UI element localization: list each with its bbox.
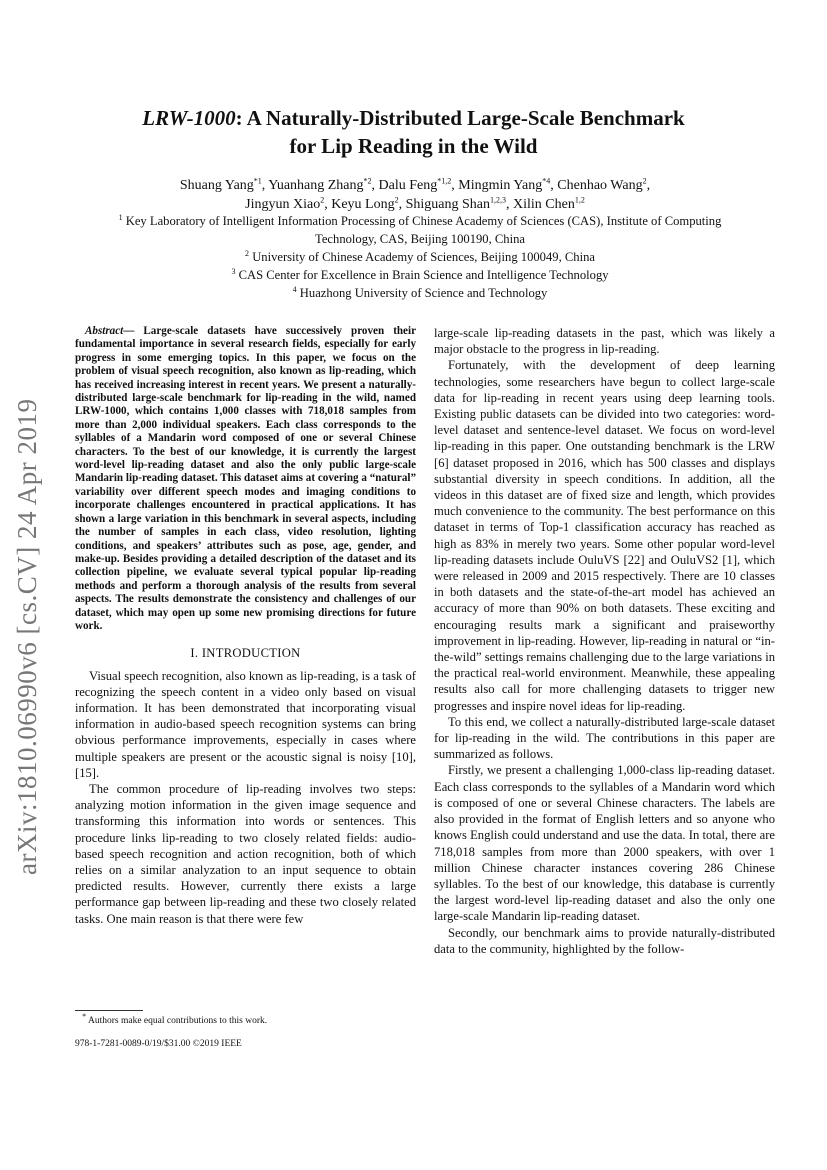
section-heading: I. INTRODUCTION — [190, 646, 301, 661]
author-name: Keyu Long — [331, 197, 395, 212]
isbn-copyright: 978-1-7281-0089-0/19/$31.00 ©2019 IEEE — [75, 1039, 242, 1049]
author-list: Shuang Yang$^{*1}$, Yuanhang Zhang$^{*2}$, Dalu Feng$^{*1,2}$, Mingmin Yang$^{*4}$, Chenhao Wang$^2$, Jingyun Xiao$^2$, Keyu Long$^2$, Shiguang Shan$^{1,2,3}$, Xilin Chen$^{1,2}$ — [179, 176, 651, 212]
author — [557, 178, 646, 193]
paragraph: Firstly, we present a challenging 1,000-class lip-reading dataset. Each class corresponds to the syllables of a Mandarin word which is composed of one or several Chinese characters. The labels are also provided in the format of English letters and so anyone who knows English could understand and use the data. In total, there are 718,018 samples from more than 2000 speakers, with over 1 million Chinese character instances covering 286 Chinese syllables. To the best of our knowledge, this database is currently the largest word-level lip-reading dataset and also the only one large-scale Mandarin lip-reading dataset. — [434, 763, 775, 924]
author-affiliation-mark: *1,2 — [437, 176, 452, 186]
paragraph: Fortunately, with the development of deep learning technologies, some researchers have begun to collect large-scale data for lip-reading in recent years using deep learning tools. Existing public datasets can be divided into two categories: word-level dataset and sentence-level dataset. We focus on word-level lip-reading in this paper. One outstanding benchmark is the LRW [6] dataset proposed in 2016, which has 500 classes and displays substantial diversity in speech conditions. In addition, all the videos in this dataset are of fixed size and length, which provides much convenience to the community. The best performance on this dataset in terms of Top-1 classification accuracy has reached as high as 83% in merely two years. Some other popular word-level lip-reading datasets include OuluVS [22] and OuluVS2 [1], which were released in 2009 and 2015 respectively. There are 10 classes in both datasets and the state-of-the-art model has achieved an accuracy of more than 90% on both datasets. These exciting and encouraging results mark a significant and praiseworthy improvement in lip-reading. However, lip-reading in natural or “in-the-wild” settings remains challenging due to the large variations in the practical real-world environment. Meanwhile, these appealing results also call for more challenging datasets to trigger new progresses and inspire novel ideas for lip-reading. — [434, 358, 775, 713]
author-name: Xilin Chen — [513, 197, 575, 212]
author — [406, 197, 506, 212]
affiliation-mark: 4 — [292, 284, 297, 294]
affiliation — [90, 284, 750, 302]
footnote-text: Authors make equal contributions to this work. — [87, 1016, 268, 1026]
left-column — [75, 325, 416, 927]
affiliation — [90, 248, 750, 266]
author-affiliation-mark: 2 — [394, 195, 399, 205]
affiliation — [90, 212, 750, 248]
affiliation-mark: 1 — [118, 212, 123, 222]
author-affiliation-mark: 2 — [320, 195, 325, 205]
paragraph: large-scale lip-reading datasets in the past, which was likely a major obstacle to the progress in lip-reading. — [434, 326, 775, 357]
author-affiliation-mark: *2 — [363, 176, 372, 186]
title-line1: : A Naturally-Distributed Large-Scale Benchmark — [235, 106, 685, 130]
title-line2: for Lip Reading in the Wild — [289, 134, 538, 158]
footnote — [75, 1011, 416, 1026]
abstract-label: Abstract — [85, 325, 124, 337]
author — [513, 197, 585, 212]
paper-title — [0, 104, 827, 160]
paragraph: Secondly, our benchmark aims to provide naturally-distributed data to the community, highlighted by the follow- — [434, 925, 775, 956]
affiliation-text: Key Laboratory of Intelligent Information Processing of Chinese Academy of Sciences (CAS), Institute of Computing Technology, CAS, Beijing 100190, China — [125, 214, 722, 246]
affiliation — [90, 266, 750, 284]
author — [245, 197, 324, 212]
author-name: Yuanhang Zhang — [268, 178, 364, 193]
affiliation-text: CAS Center for Excellence in Brain Science and Intelligence Technology — [238, 268, 609, 282]
author-affiliation-mark: 2 — [642, 176, 647, 186]
footnote-mark: * — [82, 1011, 87, 1021]
author-name: Shiguang Shan — [405, 197, 490, 212]
abstract-text: — Large-scale datasets have successively proven their fundamental importance in several research fields, especially for early progress in some emerging topics. In this paper, we focus on the problem of visual speech recognition, also known as lip-reading, which has received increasing interest in recent years. We present a naturally-distributed large-scale benchmark for lip-reading in the wild, named LRW-1000, which contains 1,000 classes with 718,018 samples from more than 2,000 individual speakers. Each class corresponds to the syllables of a Mandarin word composed of one or several Chinese characters. To the best of our knowledge, it is currently the largest word-level lip-reading dataset and also the only public large-scale Mandarin lip-reading dataset. This dataset aims at covering a “natural” variability over different speech modes and imaging conditions to incorporate challenges encountered in practical applications. It has shown a large variation in this benchmark in several aspects, including the number of samples in each class, video resolution, lighting conditions, and speakers’ attributes such as pose, age, gender, and make-up. Besides providing a detailed description of the dataset and its collection pipeline, we evaluate several typical popular lip-reading methods and perform a thorough analysis of the results from several aspects. The results demonstrate the consistency and challenges of our dataset, which may open up some new promising directions for future work. — [75, 325, 416, 632]
affiliation-text: Huazhong University of Science and Technology — [299, 286, 548, 300]
author-name: Chenhao Wang — [557, 178, 643, 193]
author — [268, 178, 371, 193]
author — [458, 178, 550, 193]
affiliation-mark: 3 — [231, 266, 236, 276]
title-dataset-name: LRW-1000 — [142, 106, 236, 130]
abstract — [75, 325, 416, 633]
author-affiliation-mark: *4 — [542, 176, 551, 186]
arxiv-stamp: arXiv:1810.06990v6 [cs.CV] 24 Apr 2019 — [12, 398, 42, 875]
author — [331, 197, 398, 212]
paragraph: The common procedure of lip-reading involves two steps: analyzing motion information in the given image sequence and transforming this information into words or sentences. This procedure links lip-reading to two closely related fields: audio-based speech recognition and action recognition, both of which relies on a similar analyzation to an input sequence to obtain predicted results. However, currently there exists a large performance gap between lip-reading and these two closely related tasks. One main reason is that there were few — [75, 781, 416, 926]
paragraph: Visual speech recognition, also known as lip-reading, is a task of recognizing the speech content in a video only based on visual information. It has been demonstrated that incorporating visual information in audio-based speech recognition systems can bring obvious performance improvements, especially in cases where multiple speakers are present or the acoustic signal is noisy [10], [15]. — [75, 668, 416, 780]
author-name: Mingmin Yang — [458, 178, 543, 193]
author — [379, 178, 452, 193]
author-affiliation-mark: *1 — [253, 176, 262, 186]
author-affiliation-mark: 1,2,3 — [490, 195, 506, 205]
affiliation-mark: 2 — [245, 248, 250, 258]
affiliations — [90, 212, 750, 302]
affiliation-text: University of Chinese Academy of Sciences, Beijing 100049, China — [252, 250, 595, 264]
author-affiliation-mark: 1,2 — [574, 195, 585, 205]
author-name: Shuang Yang — [179, 178, 254, 193]
right-column — [434, 325, 775, 957]
paragraph: To this end, we collect a naturally-distributed large-scale dataset for lip-reading in the wild. The contributions in this paper are summarized as follows. — [434, 714, 775, 762]
footnote-rule — [75, 1010, 143, 1011]
author-name: Dalu Feng — [378, 178, 438, 193]
author-name: Jingyun Xiao — [245, 197, 321, 212]
author — [180, 178, 262, 193]
